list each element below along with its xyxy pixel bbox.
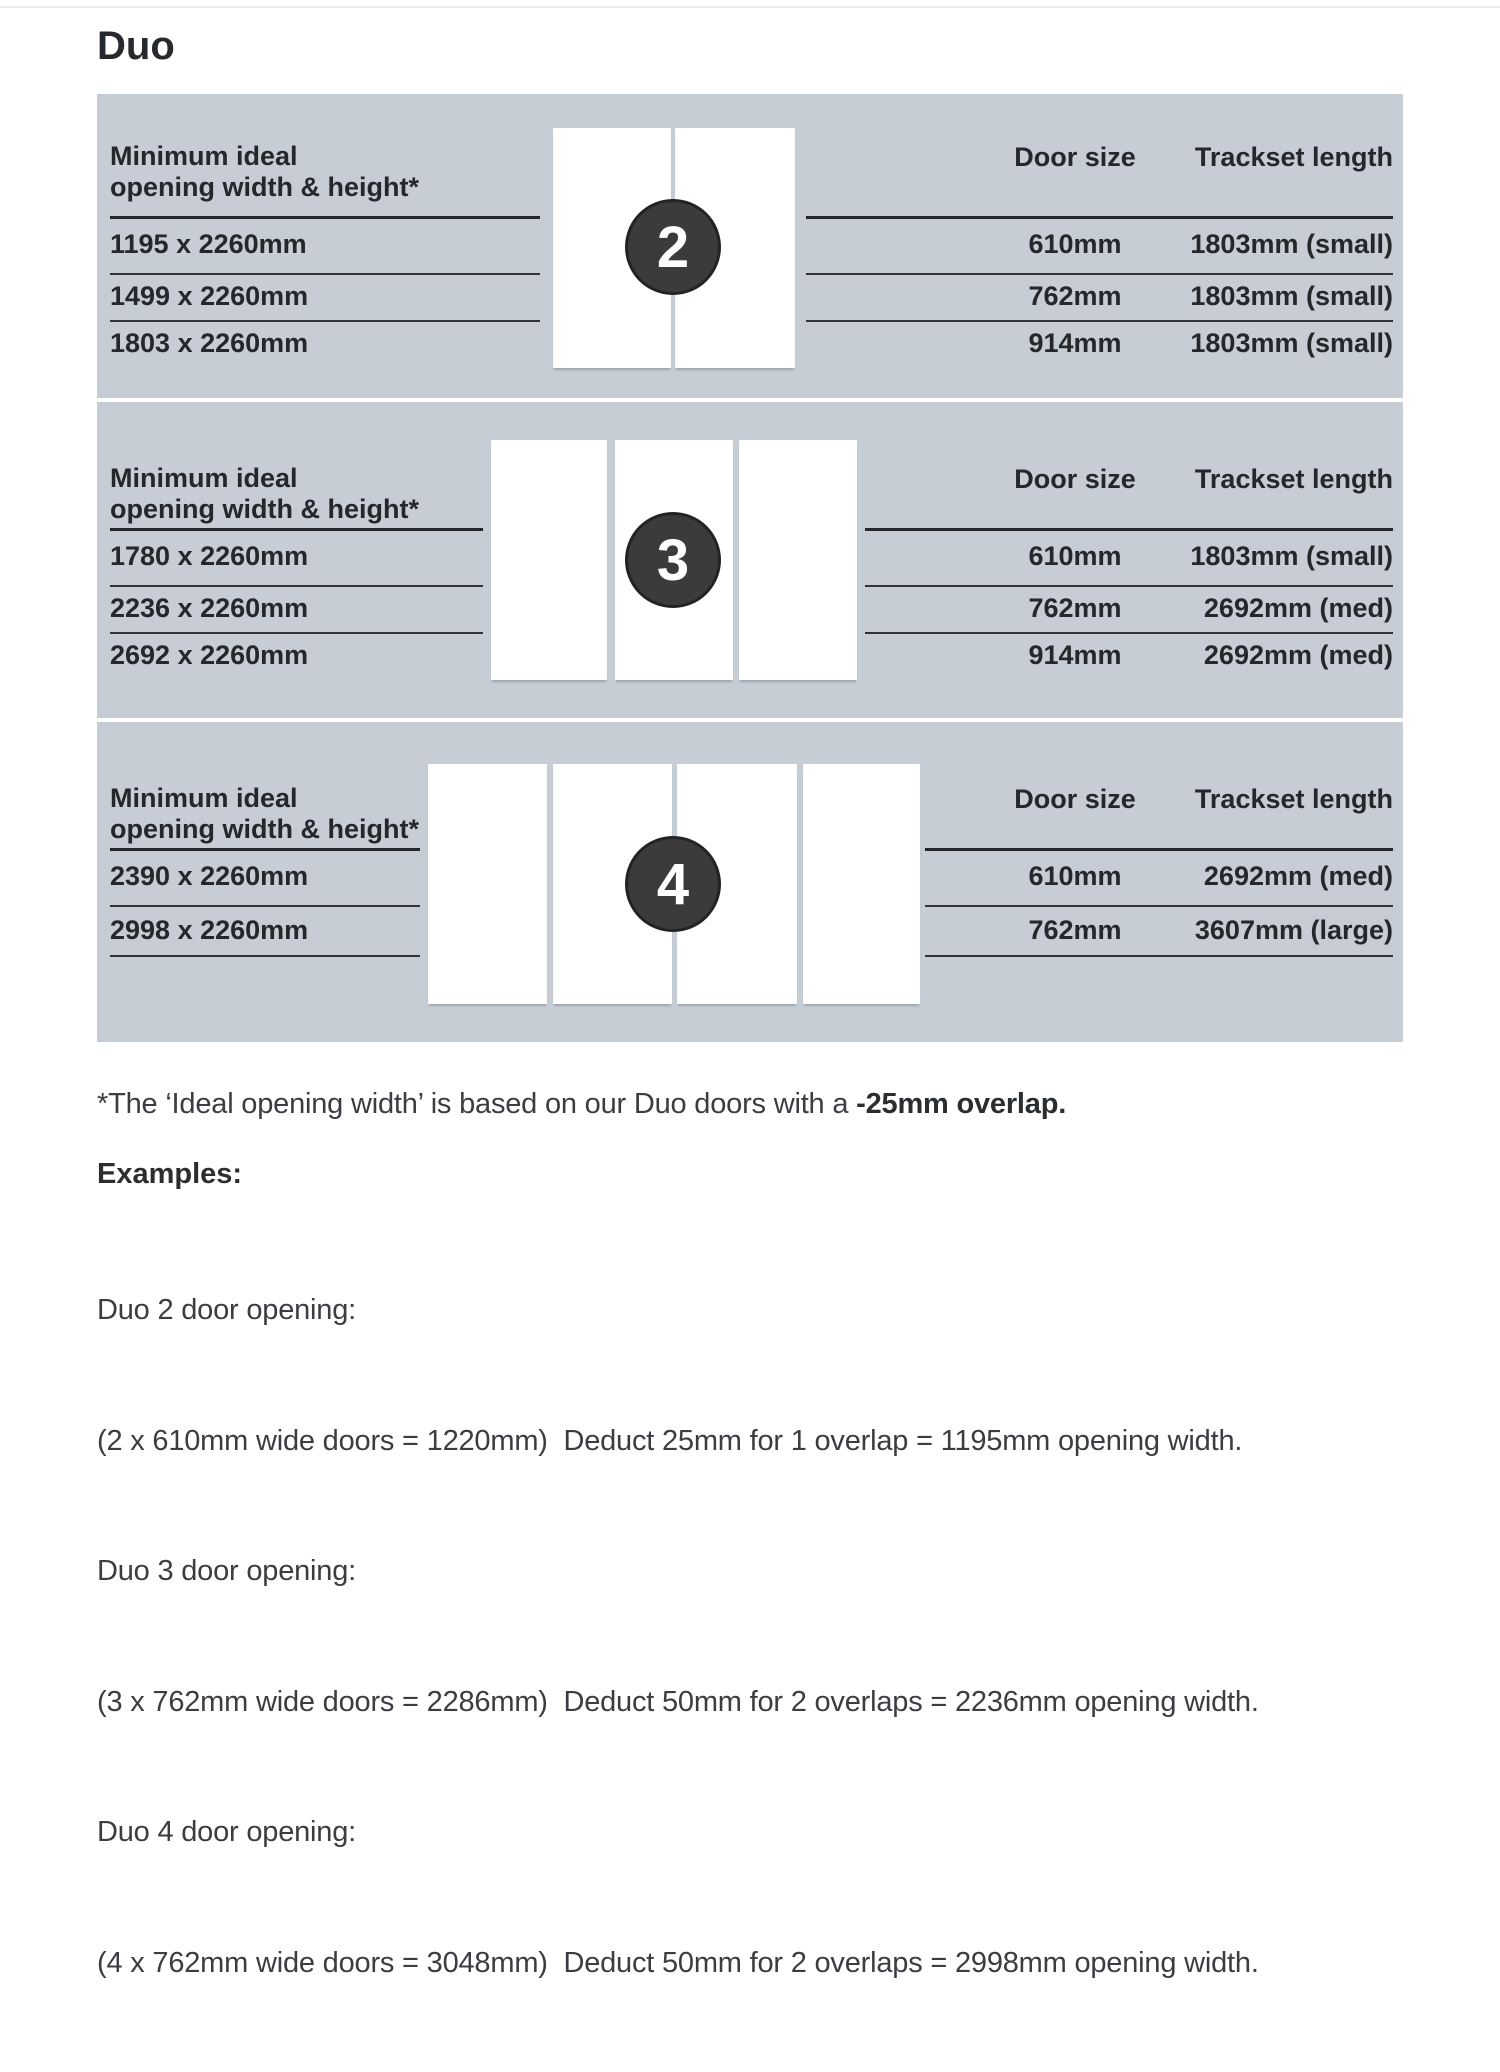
row-separator [110,632,483,634]
door-size-value: 762mm [1028,915,1122,945]
header-line-1: Minimum ideal [110,463,298,493]
right-header-rule [925,848,1393,851]
door-count-badge-4: 4 [625,836,721,932]
header-line-2: opening width & height* [110,494,419,524]
opening-size-value: 2236 x 2260mm [110,593,309,623]
door-size-value: 914mm [1028,328,1122,358]
door-count-badge-2: 2 [625,199,721,295]
example-label: Duo 4 door opening: [97,1816,357,1848]
trackset-length-value: 1803mm (small) [1190,541,1393,571]
trackset-length-value: 2692mm (med) [1203,640,1393,670]
footnote-bold-overlap: -25mm overlap. [856,1088,1067,1120]
example-detail: (4 x 762mm wide doors = 3048mm) Deduct 50mm for 2 overlaps = 2998mm opening width. [97,1946,1259,1979]
examples-list [97,1202,1259,2072]
spec-row [806,230,1393,260]
row-separator [110,905,420,907]
row-separator [110,273,540,275]
trackset-length-value: 3607mm (large) [1194,915,1393,945]
page-top-divider [0,6,1500,8]
door-panel [491,440,607,680]
opening-size-value: 2692 x 2260mm [110,640,309,670]
example-label: Duo 2 door opening: [97,1294,357,1326]
row-separator [865,632,1393,634]
spec-row [806,329,1393,359]
row-separator [925,905,1393,907]
door-panel [803,764,920,1004]
example-label: Duo 3 door opening: [97,1555,357,1587]
left-header-rule [110,848,420,851]
opening-size-value: 1195 x 2260mm [110,229,307,259]
min-opening-header-4door [110,783,419,845]
spec-row [806,282,1393,312]
row-separator [806,273,1393,275]
trackset-length-value: 1803mm (small) [1190,229,1393,259]
opening-size-value: 1803 x 2260mm [110,328,309,358]
opening-size-value: 2998 x 2260mm [110,915,309,945]
spec-row [865,594,1393,624]
row-separator [925,955,1393,957]
door-panel [739,440,857,680]
right-table-header [925,785,1393,815]
left-header-rule [110,216,540,219]
door-size-value: 762mm [1028,281,1122,311]
min-opening-header-2door [110,141,419,203]
page-title: Duo [97,24,175,68]
row-separator [110,585,483,587]
opening-size-value: 1780 x 2260mm [110,541,309,571]
door-size-value: 914mm [1028,640,1122,670]
example-detail: (2 x 610mm wide doors = 1220mm) Deduct 25mm for 1 overlap = 1195mm opening width. [97,1424,1243,1457]
header-line-1: Minimum ideal [110,141,298,171]
opening-size-value: 1499 x 2260mm [110,281,309,311]
door-size-column-header: Door size [1014,142,1136,172]
spec-row [865,542,1393,572]
opening-size-value: 2390 x 2260mm [110,861,309,891]
row-separator [865,585,1393,587]
row-separator [806,320,1393,322]
spec-row [925,916,1393,946]
left-header-rule [110,528,483,531]
door-size-value: 610mm [1028,229,1122,259]
spec-row [925,862,1393,892]
right-header-rule [806,216,1393,219]
header-line-2: opening width & height* [110,172,419,202]
footnote-text: *The ‘Ideal opening width’ is based on our Duo doors with a [97,1088,857,1120]
right-table-header [865,465,1393,495]
row-separator [110,955,420,957]
example-detail: (3 x 762mm wide doors = 2286mm) Deduct 50mm for 2 overlaps = 2236mm opening width. [97,1685,1259,1718]
right-header-rule [865,528,1393,531]
row-separator [110,320,540,322]
trackset-length-column-header: Trackset length [1194,464,1393,494]
right-table-header [806,143,1393,173]
section-divider [97,718,1403,722]
sizing-chart-panel [97,94,1403,1042]
header-line-2: opening width & height* [110,814,419,844]
trackset-length-column-header: Trackset length [1194,784,1393,814]
door-panel [428,764,547,1004]
trackset-length-column-header: Trackset length [1194,142,1393,172]
header-line-1: Minimum ideal [110,783,298,813]
trackset-length-value: 1803mm (small) [1190,328,1393,358]
trackset-length-value: 2692mm (med) [1203,593,1393,623]
trackset-length-value: 1803mm (small) [1190,281,1393,311]
door-size-column-header: Door size [1014,784,1136,814]
door-count-badge-3: 3 [625,512,721,608]
spec-row [865,641,1393,671]
trackset-length-value: 2692mm (med) [1203,861,1393,891]
door-size-value: 610mm [1028,541,1122,571]
section-divider [97,398,1403,402]
door-size-value: 610mm [1028,861,1122,891]
door-size-value: 762mm [1028,593,1122,623]
door-size-column-header: Door size [1014,464,1136,494]
examples-heading: Examples: [97,1158,243,1190]
footnote [97,1088,1066,1121]
min-opening-header-3door [110,463,419,525]
